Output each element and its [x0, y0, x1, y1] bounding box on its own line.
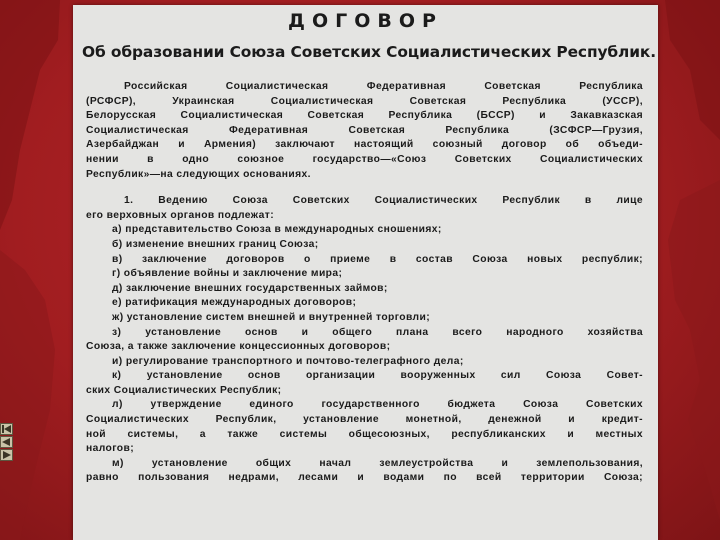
preamble-line: Республик»—на следующих основаниях.	[86, 168, 311, 180]
article-line: ной системы, а также системы общесоюзных, республиканских и местных	[86, 428, 643, 440]
article-line: ских Социалистических Республик;	[86, 384, 282, 396]
article-line: его верховных органов подлежат:	[86, 209, 275, 221]
preamble-line: (РСФСР), Украинская Социалистическая Советская Республика (УССР),	[86, 95, 643, 107]
preamble-line: нении в одно союзное государство—«Союз Советских Социалистических	[86, 153, 643, 165]
nav-next-icon	[2, 451, 11, 459]
preamble-line: Российская Социалистическая Федеративная Советская Республика	[124, 81, 643, 92]
article-line: 1. Ведению Союза Советских Социалистических Республик в лице	[124, 195, 643, 207]
preamble-paragraph	[73, 80, 658, 182]
document-title: ДОГОВОР	[288, 10, 443, 32]
article-line: Социалистических Республик, установление монетной, денежной и кредит-	[86, 414, 643, 426]
nav-first-icon	[2, 425, 11, 433]
article-item: г) объявление войны и заключение мира;	[112, 268, 343, 280]
article-item: л) утверждение единого государственного бюджета Союза Советских	[112, 399, 643, 411]
nav-prev-button[interactable]	[0, 436, 13, 448]
article-item: и) регулирование транспортного и почтово-телеграфного дела;	[112, 355, 464, 367]
treaty-document	[73, 5, 658, 540]
article-item: в) заключение договоров о приеме в состав Союза новых республик;	[112, 253, 643, 265]
article-item: к) установление основ организации вооруженных сил Союза Совет-	[112, 370, 643, 382]
preamble-line: Белорусская Социалистическая Советская Республика (БССР) и Закавказская	[86, 110, 643, 122]
article-item: а) представительство Союза в международных сношениях;	[112, 224, 442, 236]
article-item: б) изменение внешних границ Союза;	[112, 238, 319, 250]
article-item: м) установление общих начал землеустройства и землепользования,	[112, 457, 643, 469]
article-item: е) ратификация международных договоров;	[112, 297, 357, 309]
article-line: равно пользования недрами, лесами и водами по всей территории Союза;	[86, 472, 643, 484]
article-line: Союза, а также заключение концессионных договоров;	[86, 341, 391, 353]
article-item: з) установление основ и общего плана всего народного хозяйства	[112, 326, 643, 338]
preamble-line: Азербайджан и Армения) заключают настоящий союзный договор об объеди-	[86, 139, 643, 151]
article-line: налогов;	[86, 443, 135, 455]
article-item: д) заключение внешних государственных займов;	[112, 282, 388, 294]
slide-navigation	[0, 423, 14, 461]
preamble-line: Социалистическая Федеративная Советская Республика (ЗСФСР—Грузия,	[86, 124, 643, 136]
article-item: ж) установление систем внешней и внутренней торговли;	[112, 311, 431, 323]
nav-next-button[interactable]	[0, 449, 13, 461]
document-subtitle: Об образовании Союза Советских Социалистических Республик.	[82, 43, 657, 61]
nav-prev-icon	[2, 438, 11, 446]
article-1	[73, 194, 658, 486]
nav-first-button[interactable]	[0, 423, 13, 435]
